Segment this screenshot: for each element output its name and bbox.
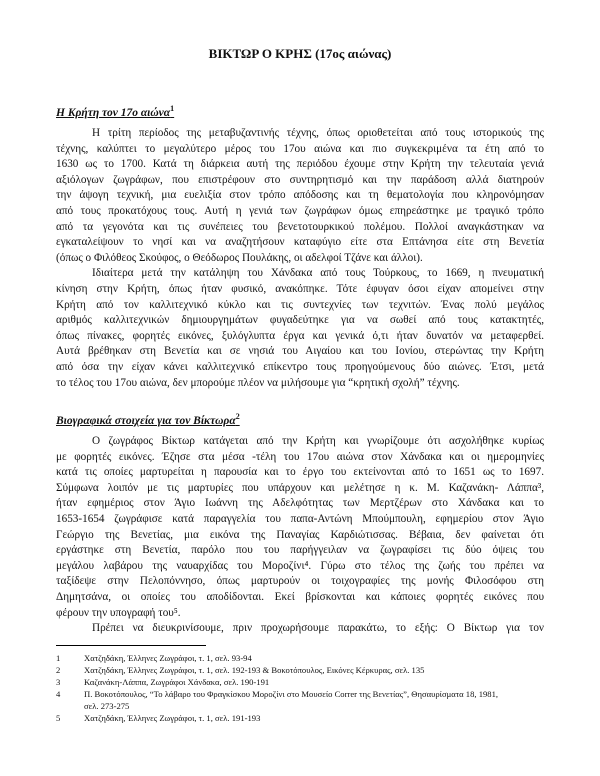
footnote-text: Χατζηδάκη, Έλληνες Ζωγράφοι, τ. 1, σελ. 191-193 [84, 713, 261, 723]
footnote-separator [56, 645, 206, 646]
text-line: (όπως ο Φιλόθεος Σκούφος, ο Θεόδωρος Πουλάκης, οι αδελφοί Τζάνε και άλλοι). [56, 251, 423, 264]
text-line: Η τρίτη περίοδος της μεταβυζαντινής τέχνης, όπως οριοθετείται από τους ιστορικούς της [92, 127, 544, 139]
text-line: αξιόλογων ζωγράφων, που επιστρέφουν στο συντηρητισμό και την παράδοση αλλά διατηρούν [56, 173, 544, 186]
text-line: κατά τις οποίες μαρτυρείται η παρουσία και το έργο του εκτείνονται από το 1651 ως το 1697. [56, 466, 544, 479]
text-line: Ο ζωγράφος Βίκτωρ κατάγεται από την Κρήτη και γνωρίζουμε ότι ασχολήθηκε κυρίως [92, 435, 544, 447]
footnote-number: 1 [56, 653, 61, 663]
text-line: φέρουν την υπογραφή του⁵. [56, 606, 181, 619]
text-line: εργάστηκε στη Βενετία, παρόλο που του παρήγγειλαν να ζωγραφίσει τις δύο όψεις του [56, 544, 544, 557]
section-body-crete [56, 126, 544, 391]
document-title: ΒΙΚΤΩΡ Ο ΚΡΗΣ (17ος αιώνας) [208, 46, 392, 61]
section-heading-biography-text: Βιογραφικά στοιχεία για τον Βίκτωρα [56, 414, 236, 427]
text-line: Σύμφωνα λοιπόν με τις μαρτυρίες που υπάρχουν και μελέτησε η κ. Μ. Καζανάκη- Λάππα³, [56, 481, 544, 494]
footnote-item [56, 676, 544, 688]
text-line: ταξίδεψε στην Πελοπόννησο, όπως μαρτυρούν οι τοιχογραφίες της μονής Φιλοσόφου στη [56, 575, 544, 588]
text-line: μεγάλου λαβάρου της ναυαρχίδας του Μοροζίνι⁴. Γύρω στο τέλος της ζωής του πρέπει να [56, 559, 544, 572]
footnote-text: Χατζηδάκη, Έλληνες Ζωγράφοι, τ. 1, σελ. 192-193 & Βοκοτόπουλος, Εικόνες Κέρκυρας, σελ. 135 [84, 665, 425, 675]
text-line: Δημητσάνα, οι οποίες του αποδίδονται. Εκεί βρίσκονται και κάποιες φορητές εικόνες που [56, 590, 544, 603]
text-line: όπως πίνακες, φορητές εικόνες, ξυλόγλυπτα έργα και γενικά ό,τι ήταν δυνατόν να μεταφερθεί. [56, 329, 544, 342]
text-line: ήταν εφημέριος στον Άγιο Ιωάννη της Αδελφότητας των Μερτζέρων στο Χάνδακα και το [56, 497, 544, 510]
text-line: Γεώργιο της Βενετίας, μια εικόνα της Παναγίας Καρδιώτισσας. Βέβαια, δεν φαίνεται ότι [56, 528, 544, 541]
section-heading-biography [56, 412, 240, 427]
text-line: τέχνης, καλύπτει το μεγαλύτερο μέρος του 17ου αιώνα και πιο συγκεκριμένα τα έτη από το [56, 142, 544, 155]
text-line: εγκαταλείψουν το νησί και να αναζητήσουν καταφύγιο είτε στα Επτάνησα είτε στη Βενετία [56, 236, 544, 249]
footnotes [56, 652, 544, 724]
footnote-text: Καζανάκη-Λάππα, Ζωγράφοι Χάνδακα, σελ. 190-191 [84, 677, 270, 687]
text-line: 1653-1654 ζωγράφισε κατά παραγγελία του παπα-Αντώνη Μπούμπουλη, εφημερίου στον Άγιο [56, 512, 544, 525]
footnote-item [56, 664, 544, 676]
footnote-number: 5 [56, 713, 61, 723]
footnote-number: 2 [56, 665, 61, 675]
footnote-ref-2: 2 [235, 412, 240, 421]
footnote-text: Π. Βοκοτόπουλος, “Το λάβαρο του Φραγκίσκου Μοροζίνι στο Μουσείο Correr της Βενετίας”, Θησαυρίσματα 18, 1981, [84, 689, 499, 699]
footnote-continuation: σελ. 273-275 [84, 701, 130, 711]
footnote-item [56, 712, 544, 724]
text-line: 1630 ως το 1700. Κατά τη διάρκεια αυτή της περιόδου έχουμε στην Κρήτη την τελευταία γενιά [56, 158, 544, 171]
text-line: από όσα την είχαν κάνει καλλιτεχνικό επίκεντρο τους προηγούμενους δύο αιώνες. Έτσι, μετά [56, 360, 544, 373]
section-heading-crete [56, 104, 174, 119]
footnote-number: 4 [56, 689, 61, 699]
text-line: την άψογη τεχνική, μια ευελιξία στον τρόπο απόδοσης και τη θεματολογία που κληρονόμησαν [56, 189, 544, 202]
text-line: Ιδιαίτερα μετά την κατάληψη του Χάνδακα από τους Τούρκους, το 1669, η πνευματική [92, 267, 544, 280]
text-line: Κρήτη από τον καλλιτεχνικό κύκλο και τις συντεχνίες των τεχνιτών. Ένας πολύ μεγάλος [56, 298, 544, 311]
footnote-ref-1: 1 [170, 104, 175, 113]
footnote-item [56, 688, 544, 700]
text-line: αριθμός καλλιτεχνικών δημιουργημάτων φυγαδεύτηκε για να σωθεί από τους κατακτητές, [56, 314, 544, 327]
section-body-biography [56, 434, 544, 637]
text-line: το τέλος του 17ου αιώνα, δεν μπορούμε πλέον να μιλήσουμε για “κρητική σχολή” τέχνης. [56, 376, 460, 389]
section-heading-crete-text: Η Κρήτη τον 17ο αιώνα [56, 106, 171, 119]
footnote-number: 3 [56, 677, 61, 687]
text-line: κίνηση στην Κρήτη, όπως ήταν φυσικό, ανακόπηκε. Τότε έφυγαν όσοι είχαν απομείνει στην [56, 282, 544, 295]
text-line: με φορητές εικόνες. Έζησε στα μέσα -τέλη του 17ου αιώνα στον Χάνδακα και οι ημερομηνίες [56, 450, 544, 463]
footnote-item [56, 652, 544, 664]
text-line: από τους προκατόχους τους. Αυτή η γενιά των ζωγράφων όμως επηρεάστηκε με τραγικό τρόπο [56, 204, 544, 217]
footnote-text: Χατζηδάκη, Έλληνες Ζωγράφοι, τ. 1, σελ. 93-94 [84, 653, 252, 663]
text-line: από τα γεγονότα και τις συνέπειες του βενετοτουρκικού πολέμου. Πολλοί αναγκάστηκαν να [56, 220, 544, 233]
text-line: Αυτά βρέθηκαν στη Βενετία και σε νησιά του Αιγαίου και του Ιονίου, στερώντας την Κρήτη [56, 345, 544, 358]
text-line: Πρέπει να διευκρινίσουμε, πριν προχωρήσουμε παρακάτω, το εξής: Ο Βίκτωρ για τον [92, 622, 544, 635]
